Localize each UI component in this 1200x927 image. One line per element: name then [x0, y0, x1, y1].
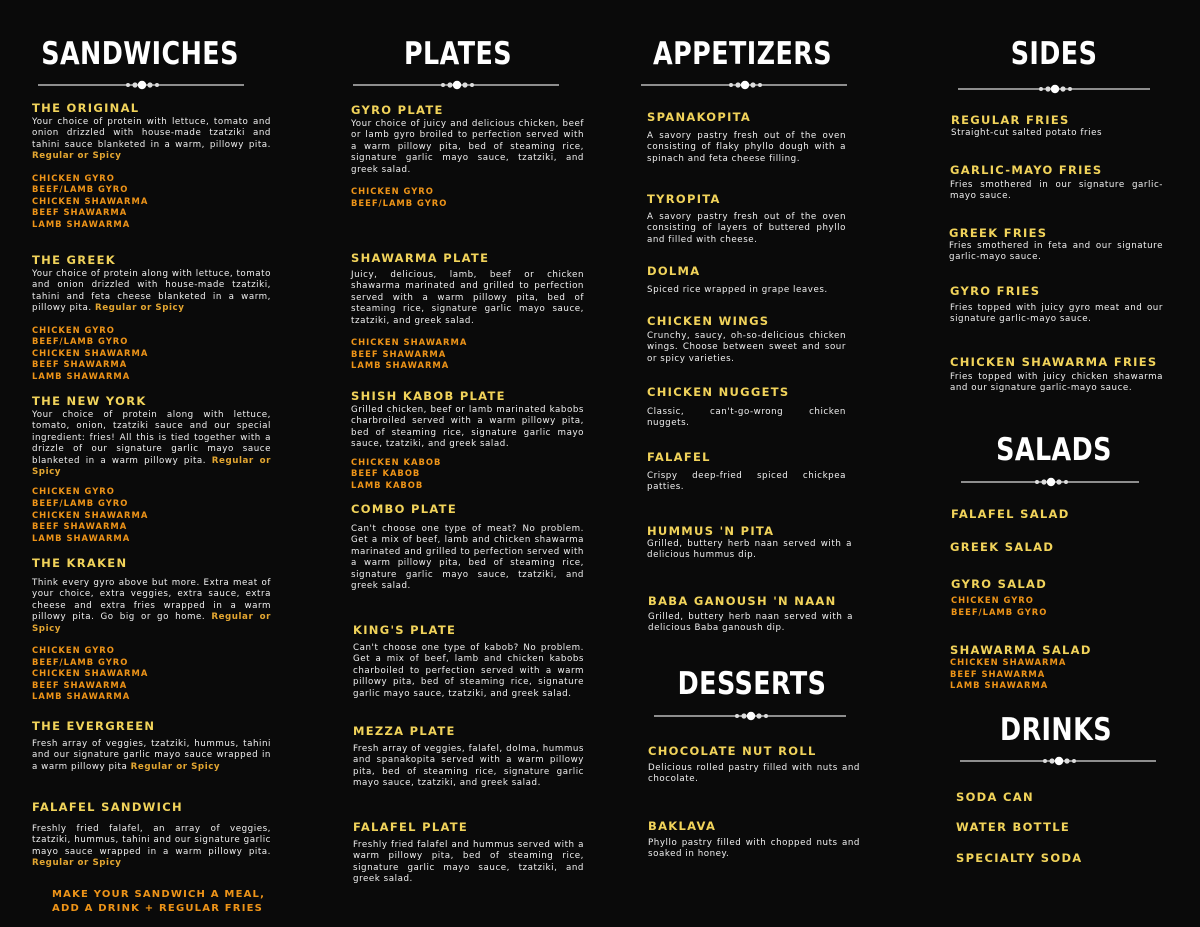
item-name: GYRO SALAD: [951, 577, 1048, 591]
option: BEEF/LAMB GYRO: [32, 336, 129, 347]
option: BEEF SHAWARMA: [32, 207, 128, 218]
menu-item-falafel-plate: [353, 820, 584, 886]
item-name: GARLIC-MAYO FRIES: [950, 163, 1103, 177]
menu-item-regular-fries: [951, 113, 1163, 139]
item-name: CHICKEN SHAWARMA FRIES: [950, 355, 1158, 369]
section-title-sides: SIDES: [1010, 36, 1098, 72]
option: CHICKEN KABOB: [351, 456, 442, 467]
item-description: Think every gyro above but more. Extra meat of your choice, extra veggies, extra sauce, extra cheese and extra fries wrapped in a warm pillowy pita. Go big or go home. Regular or Spicy: [32, 578, 272, 634]
item-description: Freshly fried falafel, an array of veggies, tzatziki, hummus, tahini and our signature garlic mayo sauce wrapped in a warm pillowy pita. Regular or Spicy: [32, 824, 271, 869]
ornament-divider: [641, 79, 847, 91]
item-name: CHICKEN NUGGETS: [647, 385, 790, 399]
option: BEEF/LAMB GYRO: [351, 197, 448, 208]
item-name: FALAFEL: [647, 450, 711, 464]
item-name: HUMMUS 'N PITA: [647, 524, 775, 538]
item-description: Straight-cut salted potato fries: [951, 128, 1103, 138]
option: LAMB SHAWARMA: [32, 691, 131, 702]
item-name: TYROPITA: [647, 192, 721, 206]
item-name: BABA GANOUSH 'N NAAN: [648, 594, 837, 608]
item-name: SPECIALTY SODA: [956, 851, 1083, 865]
item-description: A savory pastry fresh out of the oven consisting of layers of buttered phyllo and filled with cheese.: [647, 212, 846, 245]
item-name: THE EVERGREEN: [32, 719, 156, 733]
item-name: FALAFEL SALAD: [951, 507, 1070, 521]
menu-item-falafel-salad: [951, 507, 1151, 523]
item-name: FALAFEL SANDWICH: [32, 800, 183, 814]
item-description: Fresh array of veggies, tzatziki, hummus, tahini and our signature garlic mayo sauce wrapped in a warm pillowy pita Regular or Spicy: [32, 739, 271, 772]
item-description: Delicious rolled pastry filled with nuts and chocolate.: [648, 763, 860, 785]
item-description: Can't choose one type of meat? No problem. Get a mix of beef, lamb and chicken shawarma marinated and grilled to perfection served with a warm pillowy pita, bed of steaming rice, signature garlic mayo sauce, tzatziki, and greek salad.: [351, 524, 584, 592]
item-description: Your choice of protein along with lettuce, tomato and onion drizzled with house-made tzatziki, tahini and feta cheese blanketed in a warm, pillowy pita. Regular or Spicy: [32, 269, 271, 314]
item-description: Phyllo pastry filled with chopped nuts and soaked in honey.: [648, 838, 860, 860]
menu-item-shawarma-plate: [351, 251, 584, 372]
option: LAMB SHAWARMA: [32, 532, 131, 543]
item-description: Your choice of protein along with lettuce, tomato, onion, tzatziki sauce and our special ingredient: fries! All this is tied together with a drizzle of our signature garlic mayo sauce blanketed in a warm pillowy pita. Regular or Spicy: [32, 410, 272, 478]
menu-item-gyro-fries: [950, 284, 1163, 326]
option: CHICKEN GYRO: [32, 324, 115, 335]
option: CHICKEN SHAWARMA: [32, 195, 149, 206]
option: CHICKEN GYRO: [351, 186, 434, 197]
item-name: THE NEW YORK: [32, 394, 147, 408]
item-description: Fresh array of veggies, falafel, dolma, hummus and spanakopita served with a warm pillowy pita, bed of steaming rice, signature garlic mayo sauce, tzatziki, and greek salad.: [353, 744, 584, 789]
menu-item-the-kraken: [32, 556, 271, 703]
option: LAMB SHAWARMA: [32, 219, 131, 229]
menu-item-the-evergreen: [32, 719, 271, 773]
option: CHICKEN GYRO: [32, 645, 115, 656]
item-name: BAKLAVA: [648, 819, 717, 833]
item-name: GREEK SALAD: [950, 540, 1055, 554]
spice-option: Regular or Spicy: [32, 151, 122, 162]
item-description: Fries topped with juicy chicken shawarma and our signature garlic-mayo sauce.: [950, 372, 1163, 394]
item-name: SHAWARMA PLATE: [351, 251, 490, 265]
menu-item-gyro-salad: [951, 577, 1151, 618]
ornament-divider: [353, 79, 559, 91]
item-name: COMBO PLATE: [351, 502, 457, 516]
menu-item-the-new-york: [32, 394, 271, 544]
menu-item-chicken-wings: [647, 314, 846, 365]
item-name: GYRO FRIES: [950, 284, 1041, 298]
item-description: Fries smothered in feta and our signature garlic-mayo sauce.: [949, 241, 1163, 263]
menu-item-hummus-n-pita: [647, 524, 852, 562]
item-name: SODA CAN: [956, 790, 1034, 804]
item-name: GREEK FRIES: [949, 226, 1048, 240]
menu-item-mezza-plate: [353, 724, 584, 790]
option: BEEF SHAWARMA: [32, 679, 128, 690]
item-name: THE GREEK: [32, 253, 116, 267]
item-description: Fries smothered in our signature garlic-mayo sauce.: [950, 180, 1163, 202]
menu-item-garlic-mayo-fries: [950, 163, 1163, 203]
menu-item-the-greek: [32, 253, 271, 383]
item-name: SHISH KABOB PLATE: [351, 389, 506, 403]
section-title-appetizers: APPETIZERS: [653, 36, 832, 72]
menu-item-dolma: [647, 264, 846, 296]
section-title-sandwiches: SANDWICHES: [41, 36, 239, 72]
item-name: FALAFEL PLATE: [353, 820, 469, 834]
menu-item-falafel-sandwich: [32, 800, 271, 870]
item-description: Grilled, buttery herb naan served with a delicious Baba ganoush dip.: [648, 612, 853, 634]
item-name: KING'S PLATE: [353, 623, 457, 637]
item-name: SPANAKOPITA: [647, 110, 752, 124]
option: BEEF/LAMB GYRO: [32, 184, 129, 195]
item-name: CHOCOLATE NUT ROLL: [648, 744, 817, 758]
ornament-divider: [958, 83, 1150, 95]
option: BEEF KABOB: [351, 468, 421, 479]
menu-item-greek-salad: [950, 540, 1150, 556]
option: LAMB KABOB: [351, 479, 424, 490]
option: CHICKEN GYRO: [32, 172, 115, 183]
menu-item-kings-plate: [353, 623, 584, 700]
section-title-plates: PLATES: [403, 36, 513, 72]
item-description: Your choice of protein with lettuce, tomato and onion drizzled with house-made tzatziki and tahini sauce blanketed in a warm, pillowy pita. Regular or Spicy: [32, 117, 271, 162]
menu-item-spanakopita: [647, 110, 846, 165]
item-description: A savory pastry fresh out of the oven consisting of flaky phyllo dough with a spinach and feta cheese filling.: [647, 131, 846, 164]
item-description: Can't choose one type of kabob? No problem. Get a mix of beef, lamb and chicken kabobs charboiled to perfection served with a warm pillowy pita, bed of steaming rice, signature garlic mayo sauce, tzatziki, and greek salad.: [353, 643, 584, 699]
item-name: WATER BOTTLE: [956, 820, 1071, 834]
option: LAMB SHAWARMA: [351, 360, 450, 371]
item-name: GYRO PLATE: [351, 103, 444, 117]
spice-option: Regular or Spicy: [32, 858, 122, 869]
option: LAMB SHAWARMA: [950, 680, 1049, 691]
ornament-divider: [961, 476, 1139, 488]
item-description: Crunchy, saucy, oh-so-delicious chicken wings. Choose between sweet and sour or spicy varieties.: [647, 331, 846, 364]
option: BEEF/LAMB GYRO: [951, 606, 1048, 617]
menu-item-tyropita: [647, 192, 846, 246]
option: BEEF SHAWARMA: [351, 348, 447, 359]
item-name: SHAWARMA SALAD: [950, 643, 1092, 657]
item-description: Spiced rice wrapped in grape leaves.: [647, 285, 828, 295]
ornament-divider: [654, 710, 846, 722]
item-description: Freshly fried falafel and hummus served with a warm pillowy pita, bed of steaming rice, signature garlic mayo sauce, tzatziki, and greek salad.: [353, 840, 584, 885]
menu-item-specialty-soda: [956, 851, 1156, 867]
menu-item-chicken-nuggets: [647, 385, 846, 430]
item-description: Grilled, buttery herb naan served with a delicious hummus dip.: [647, 539, 852, 561]
spice-option: Regular or Spicy: [32, 455, 272, 478]
option: CHICKEN SHAWARMA: [32, 347, 149, 358]
item-description: Juicy, delicious, lamb, beef or chicken shawarma marinated and grilled to perfection served with a warm pillowy pita, bed of steaming rice, signature garlic mayo sauce, tzatziki, and greek salad.: [351, 270, 584, 326]
item-description: Classic, can't-go-wrong chicken nuggets.: [647, 407, 846, 429]
menu-item-shawarma-salad: [950, 643, 1150, 692]
section-title-drinks: DRINKS: [1000, 712, 1112, 748]
menu-item-baklava: [648, 819, 860, 861]
item-description: Fries topped with juicy gyro meat and our signature garlic-mayo sauce.: [950, 303, 1163, 325]
option: BEEF/LAMB GYRO: [32, 656, 129, 667]
option: LAMB SHAWARMA: [32, 371, 131, 381]
item-name: CHICKEN WINGS: [647, 314, 770, 328]
item-description: Crispy deep-fried spiced chickpea patties.: [647, 471, 846, 493]
option: CHICKEN SHAWARMA: [32, 509, 149, 520]
option: BEEF SHAWARMA: [32, 359, 128, 370]
ornament-divider: [960, 755, 1156, 767]
option: CHICKEN SHAWARMA: [32, 668, 149, 679]
option: CHICKEN SHAWARMA: [351, 337, 468, 348]
section-title-desserts: DESSERTS: [677, 666, 827, 702]
item-name: THE ORIGINAL: [32, 101, 140, 115]
menu-item-greek-fries: [949, 226, 1163, 264]
menu-item-baba-ganoush-n-naan: [648, 594, 853, 635]
option: BEEF SHAWARMA: [950, 668, 1046, 679]
section-title-salads: SALADS: [996, 432, 1112, 468]
spice-option: Regular or Spicy: [94, 303, 185, 314]
menu-item-soda-can: [956, 790, 1156, 806]
spice-option: Regular or Spicy: [32, 612, 272, 634]
option: BEEF SHAWARMA: [32, 521, 128, 532]
item-name: MEZZA PLATE: [353, 724, 456, 738]
spice-option: Regular or Spicy: [130, 761, 221, 772]
option: CHICKEN GYRO: [951, 595, 1034, 605]
item-name: THE KRAKEN: [32, 556, 128, 570]
option: CHICKEN SHAWARMA: [950, 657, 1067, 667]
item-description: Your choice of juicy and delicious chicken, beef or lamb gyro broiled to perfection served with a warm pillowy pita, bed of steaming rice, signature garlic mayo sauce, tzatziki, and greek salad.: [351, 119, 584, 175]
item-name: REGULAR FRIES: [951, 113, 1070, 127]
item-description: Grilled chicken, beef or lamb marinated kabobs charbroiled served with a warm pillowy pita, bed of steaming rice, signature garlic mayo sauce, tzatziki, and greek salad.: [351, 405, 584, 450]
item-name: DOLMA: [647, 264, 701, 278]
menu-item-chocolate-nut-roll: [648, 744, 860, 786]
menu-item-gyro-plate: [351, 103, 584, 209]
option: CHICKEN GYRO: [32, 486, 115, 497]
meal-upsell-note: MAKE YOUR SANDWICH A MEAL, ADD A DRINK + REGULAR FRIES: [52, 889, 266, 914]
menu-item-combo-plate: [351, 502, 584, 592]
menu-item-falafel: [647, 450, 846, 494]
menu-item-chicken-shawarma-fries: [950, 355, 1163, 395]
menu-item-water-bottle: [956, 820, 1156, 836]
menu-item-the-original: [32, 101, 271, 231]
menu-item-shish-kabob-plate: [351, 389, 584, 491]
ornament-divider: [38, 79, 244, 91]
option: BEEF/LAMB GYRO: [32, 498, 129, 509]
